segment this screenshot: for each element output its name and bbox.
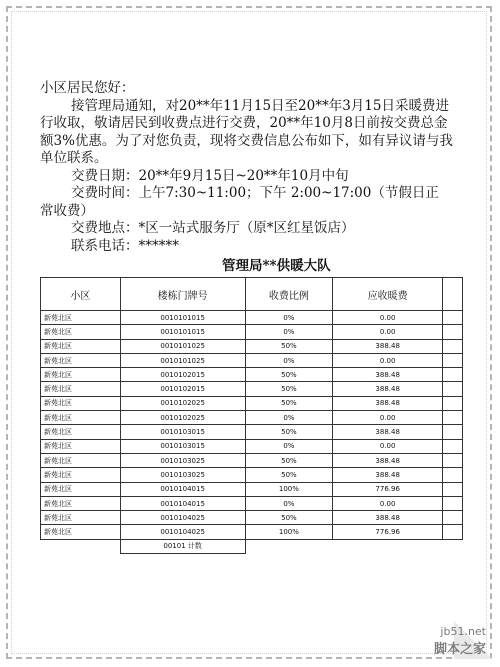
cell-community: 新苑北区 [41,311,121,325]
table-row [41,382,463,396]
cell-fee-ratio: 0% [245,496,333,510]
cell-building-number: 0010102015 [120,368,245,382]
table-row [41,525,463,539]
total-count-label: 00101 计数 [120,539,245,553]
cell-building-number: 0010103015 [120,439,245,453]
cell-amount-due: 0.00 [333,411,443,425]
table-row [41,439,463,453]
cell-amount-due: 388.48 [333,511,443,525]
cell-building-number: 0010101025 [120,353,245,367]
table-row [41,425,463,439]
cell-fee-ratio: 0% [245,311,333,325]
table-row [41,311,463,325]
cell-empty [443,368,463,382]
cell-amount-due: 0.00 [333,353,443,367]
table-row [41,511,463,525]
payment-date: 交费日期：20**年9月15日~20**年10月中旬 [71,167,349,184]
cell-building-number: 0010101025 [120,339,245,353]
header-empty [443,278,463,311]
cell-community: 新苑北区 [41,511,121,525]
payment-place: 交费地点：*区一站式服务厅（原*区红星饭店） [71,220,355,236]
payment-time: 交费时间：上午7:30~11:00；下午 2:00~17:00（节假日正 [71,185,439,201]
cell-community: 新苑北区 [41,468,121,482]
cell-community: 新苑北区 [41,439,121,453]
cell-fee-ratio: 100% [245,482,333,496]
cell-fee-ratio: 0% [245,353,333,367]
cell-fee-ratio: 0% [245,325,333,339]
cell-amount-due: 388.48 [333,368,443,382]
cell-amount-due: 388.48 [333,468,443,482]
notice-text [40,80,460,255]
cell-empty [443,382,463,396]
cell-fee-ratio: 50% [245,453,333,467]
cell-building-number: 0010102025 [120,396,245,410]
cell-fee-ratio: 50% [245,339,333,353]
cell-empty [443,411,463,425]
table-header-row [41,278,463,311]
cell-amount-due: 0.00 [333,311,443,325]
cell-community: 新苑北区 [41,325,121,339]
cell-amount-due: 388.48 [333,339,443,353]
table-row [41,411,463,425]
cell-building-number: 0010102015 [120,382,245,396]
cell-community: 新苑北区 [41,482,121,496]
cell-building-number: 0010104015 [120,482,245,496]
cell-community: 新苑北区 [41,353,121,367]
cell-empty [443,425,463,439]
table-row [41,496,463,510]
cell-community: 新苑北区 [41,368,121,382]
table-row [41,468,463,482]
contact-phone: 联系电话：****** [71,237,179,254]
table-total-row [41,539,463,553]
cell-community: 新苑北区 [41,425,121,439]
table-row [41,453,463,467]
cell-fee-ratio: 50% [245,368,333,382]
cell-empty [443,353,463,367]
fee-table [40,277,463,554]
total-blank [41,539,121,553]
cell-building-number: 0010104015 [120,496,245,510]
table-row [41,325,463,339]
cell-community: 新苑北区 [41,411,121,425]
cell-empty [443,525,463,539]
cell-fee-ratio: 50% [245,396,333,410]
cell-community: 新苑北区 [41,453,121,467]
table-row [41,353,463,367]
cell-building-number: 0010104025 [120,525,245,539]
cell-empty [443,439,463,453]
watermark [434,625,486,657]
header-fee-ratio: 收费比例 [245,278,333,311]
watermark-url: jb51.net [440,625,486,638]
total-blank [245,539,333,553]
cell-empty [443,453,463,467]
cell-community: 新苑北区 [41,339,121,353]
total-blank [333,539,443,553]
cell-empty [443,511,463,525]
cell-empty [443,311,463,325]
table-row [41,396,463,410]
table-row [41,339,463,353]
cell-amount-due: 388.48 [333,382,443,396]
cell-building-number: 0010102025 [120,411,245,425]
cell-fee-ratio: 50% [245,511,333,525]
cell-amount-due: 0.00 [333,325,443,339]
total-blank [443,539,463,553]
cell-community: 新苑北区 [41,496,121,510]
watermark-name: 脚本之家 [433,642,486,657]
cell-amount-due: 776.96 [333,525,443,539]
cell-building-number: 0010103025 [120,453,245,467]
cell-fee-ratio: 100% [245,525,333,539]
cell-empty [443,482,463,496]
cell-community: 新苑北区 [41,525,121,539]
cell-community: 新苑北区 [41,382,121,396]
cell-amount-due: 776.96 [333,482,443,496]
cell-amount-due: 388.48 [333,396,443,410]
cell-fee-ratio: 50% [245,382,333,396]
cell-building-number: 0010104025 [120,511,245,525]
notice-paragraph: 接管理局通知，对20**年11月15日至20**年3月15日采暖费进行收取，敬请居民到收费点进行交费，20**年10月8日前按交费总金额3%优惠。为了对您负责，现将交费信息公布如下，如有异议请与我单位联系。 [40,97,453,166]
cell-building-number: 0010103015 [120,425,245,439]
header-amount-due: 应收暖费 [333,278,443,311]
cell-amount-due: 388.48 [333,453,443,467]
cell-building-number: 0010101015 [120,325,245,339]
cell-empty [443,468,463,482]
cell-fee-ratio: 0% [245,439,333,453]
table-row [41,482,463,496]
cell-empty [443,339,463,353]
department-title: 管理局**供暖大队 [222,258,331,274]
header-building-number: 楼栋门牌号 [120,278,245,311]
cell-fee-ratio: 50% [245,425,333,439]
cell-building-number: 0010103025 [120,468,245,482]
cell-amount-due: 0.00 [333,439,443,453]
payment-time-continued: 常收费） [40,202,94,219]
table-row [41,368,463,382]
cell-amount-due: 388.48 [333,425,443,439]
cell-fee-ratio: 0% [245,411,333,425]
header-community: 小区 [41,278,121,311]
cell-fee-ratio: 50% [245,468,333,482]
greeting: 小区居民您好： [40,80,135,96]
cell-community: 新苑北区 [41,396,121,410]
cell-empty [443,496,463,510]
cell-amount-due: 0.00 [333,496,443,510]
cell-building-number: 0010101015 [120,311,245,325]
cell-empty [443,325,463,339]
cell-empty [443,396,463,410]
